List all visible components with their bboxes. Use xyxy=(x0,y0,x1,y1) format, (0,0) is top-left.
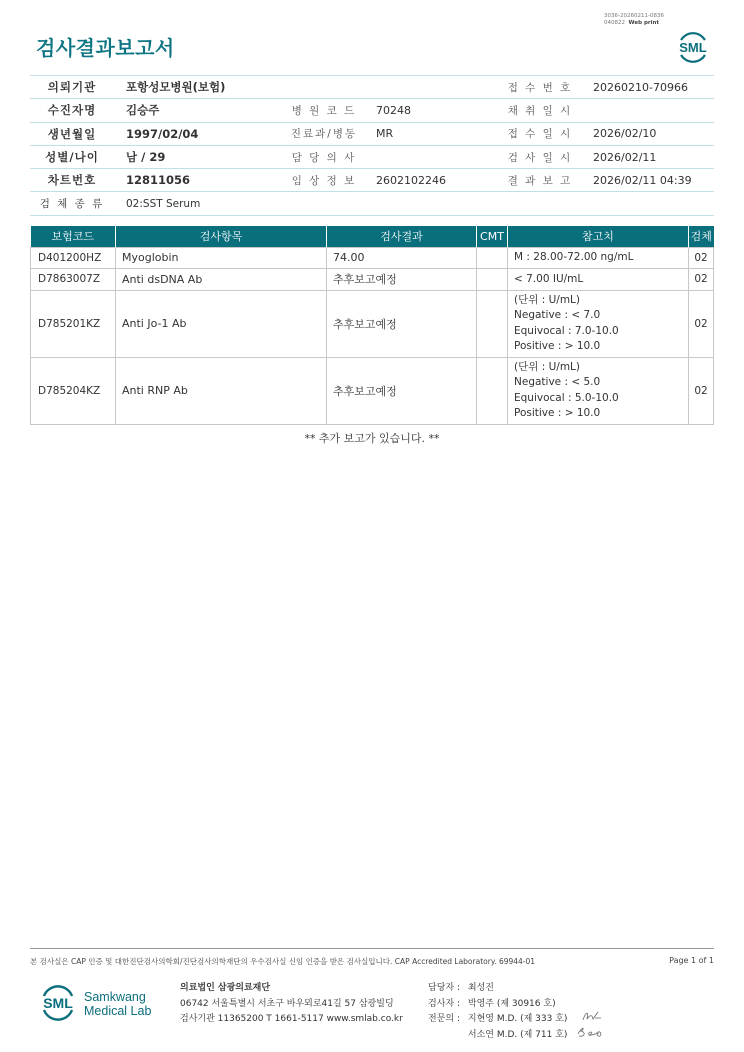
insurance-code: D785201KZ xyxy=(31,290,116,357)
signature-mark xyxy=(576,1024,606,1038)
brand-name xyxy=(84,990,151,1018)
info-label: 수진자명 xyxy=(30,99,114,122)
document-id xyxy=(604,13,664,26)
reference-line: Equivocal : 5.0-10.0 xyxy=(514,391,619,404)
reference-range xyxy=(508,247,689,269)
info-value: MR xyxy=(364,122,500,145)
staff-row xyxy=(428,1028,567,1044)
test-item: Anti Jo-1 Ab xyxy=(116,290,327,357)
staff-role: 담당자 : xyxy=(428,983,460,993)
specimen-value: 02:SST Serum xyxy=(114,192,714,215)
results-table xyxy=(30,226,714,425)
sml-logo-text: SML xyxy=(679,40,707,55)
info-label: 생년월일 xyxy=(30,122,114,145)
info-value xyxy=(364,76,500,99)
reference-line: (단위 : U/mL) xyxy=(514,293,580,306)
staff-list xyxy=(428,981,567,1043)
insurance-code: D785204KZ xyxy=(31,357,116,424)
organization-name: 의료법인 삼광의료재단 xyxy=(180,983,271,993)
info-row xyxy=(30,145,714,168)
info-row xyxy=(30,169,714,192)
info-label: 성별/나이 xyxy=(30,145,114,168)
brand-line2: Medical Lab xyxy=(84,1004,152,1018)
staff-name: 지현영 M.D. (제 333 호) xyxy=(467,1014,568,1024)
insurance-code: D401200HZ xyxy=(31,247,116,269)
test-result: 추후보고예정 xyxy=(327,290,477,357)
info-value: 70248 xyxy=(364,99,500,122)
staff-role: 전문의 : xyxy=(428,1014,460,1024)
comment-cell xyxy=(477,290,508,357)
test-result: 74.00 xyxy=(327,247,477,269)
reference-line: Negative : < 7.0 xyxy=(514,309,601,321)
specimen-label: 검 체 종 류 xyxy=(30,192,114,215)
info-value xyxy=(580,99,714,122)
staff-name: 최성진 xyxy=(467,983,494,993)
organization-contact: 검사기관 11365200 T 1661-5117 www.smlab.co.kr xyxy=(180,1014,403,1024)
info-value: 12811056 xyxy=(114,169,284,192)
header-code: 보험코드 xyxy=(31,226,116,247)
specimen-code: 02 xyxy=(689,357,714,424)
signature-mark xyxy=(580,1009,604,1023)
info-label: 접 수 번 호 xyxy=(500,76,580,99)
result-row xyxy=(31,290,714,357)
web-print-label: Web print xyxy=(628,19,660,26)
test-result: 추후보고예정 xyxy=(327,269,477,291)
info-label: 담 당 의 사 xyxy=(284,145,364,168)
staff-role: 검사자 : xyxy=(428,998,460,1009)
staff-name: 박영주 (제 30916 호) xyxy=(467,998,556,1009)
test-item: Anti RNP Ab xyxy=(116,357,327,424)
info-row xyxy=(30,99,714,122)
staff-row xyxy=(428,1012,567,1028)
info-label: 결 과 보 고 xyxy=(500,169,580,192)
info-value: 2602102246 xyxy=(364,169,500,192)
patient-info-table xyxy=(30,75,714,216)
insurance-code: D7863007Z xyxy=(31,269,116,291)
info-label: 채 취 일 시 xyxy=(500,99,580,122)
comment-cell xyxy=(477,247,508,269)
reference-range xyxy=(508,357,689,424)
header-ref: 참고치 xyxy=(508,226,689,247)
info-value: 남 / 29 xyxy=(114,145,284,168)
organization-info xyxy=(180,981,403,1028)
info-label: 차트번호 xyxy=(30,169,114,192)
info-label: 병 원 코 드 xyxy=(284,99,364,122)
reference-line: M : 28.00-72.00 ng/mL xyxy=(514,251,634,263)
footer-divider xyxy=(30,948,714,949)
reference-line: Negative : < 5.0 xyxy=(514,376,601,388)
info-row xyxy=(30,122,714,145)
brand-line1: Samkwang xyxy=(84,990,146,1004)
info-value xyxy=(364,145,500,168)
header-result: 검사결과 xyxy=(327,226,477,247)
reference-range xyxy=(508,269,689,291)
header-item: 검사항목 xyxy=(116,226,327,247)
result-row xyxy=(31,247,714,269)
organization-address: 06742 서울특별시 서초구 바우뫼로41길 57 삼광빌딩 xyxy=(180,998,394,1009)
test-result: 추후보고예정 xyxy=(327,357,477,424)
test-item: Myoglobin xyxy=(116,247,327,269)
info-label: 검 사 일 시 xyxy=(500,145,580,168)
sml-footer-logo-text: SML xyxy=(43,995,73,1011)
info-label: 접 수 일 시 xyxy=(500,122,580,145)
info-label xyxy=(284,76,364,99)
header-cmt: CMT xyxy=(477,226,508,247)
test-item: Anti dsDNA Ab xyxy=(116,269,327,291)
reference-line: < 7.00 IU/mL xyxy=(514,272,584,285)
info-value: 20260210-70966 xyxy=(580,76,714,99)
info-label: 의뢰기관 xyxy=(30,76,114,99)
page-number: Page 1 of 1 xyxy=(669,956,714,965)
specimen-code: 02 xyxy=(689,247,714,269)
reference-line: Equivocal : 7.0-10.0 xyxy=(514,324,619,337)
sml-logo xyxy=(672,25,714,65)
specimen-code: 02 xyxy=(689,290,714,357)
comment-cell xyxy=(477,357,508,424)
result-row xyxy=(31,357,714,424)
reference-range xyxy=(508,290,689,357)
info-value: 2026/02/10 xyxy=(580,122,714,145)
specimen-code: 02 xyxy=(689,269,714,291)
info-label: 임 상 정 보 xyxy=(284,169,364,192)
specimen-row xyxy=(30,192,714,215)
info-label: 진료과/병동 xyxy=(284,122,364,145)
sml-footer-logo xyxy=(36,980,80,1024)
document-id-line1: 3036-20260211-0836 xyxy=(604,13,664,19)
info-value: 포항성모병원(보험) xyxy=(114,76,284,99)
header-spec: 검체 xyxy=(689,226,714,247)
additional-report-note: ** 추가 보고가 있습니다. ** xyxy=(304,432,440,445)
results-header-row xyxy=(31,226,714,247)
document-id-line2: 040822 xyxy=(604,19,625,26)
staff-name: 서소연 M.D. (제 711 호) xyxy=(467,1029,568,1040)
reference-line: (단위 : U/mL) xyxy=(514,360,580,373)
info-value: 2026/02/11 xyxy=(580,145,714,168)
result-row xyxy=(31,269,714,291)
page-title: 검사결과보고서 xyxy=(36,36,175,60)
staff-row xyxy=(428,997,567,1013)
info-value: 2026/02/11 04:39 xyxy=(580,169,714,192)
reference-line: Positive : > 10.0 xyxy=(514,407,601,419)
comment-cell xyxy=(477,269,508,291)
certification-text: 본 검사실은 CAP 인증 및 대한진단검사의학회/진단검사의학재단의 우수검사실 신임 인증을 받은 검사실입니다. CAP Accredited Laboratory. 69944-01 xyxy=(30,957,536,966)
staff-row xyxy=(428,981,567,997)
info-value: 김승주 xyxy=(114,99,284,122)
info-value: 1997/02/04 xyxy=(114,122,284,145)
reference-line: Positive : > 10.0 xyxy=(514,340,601,352)
info-row xyxy=(30,76,714,99)
